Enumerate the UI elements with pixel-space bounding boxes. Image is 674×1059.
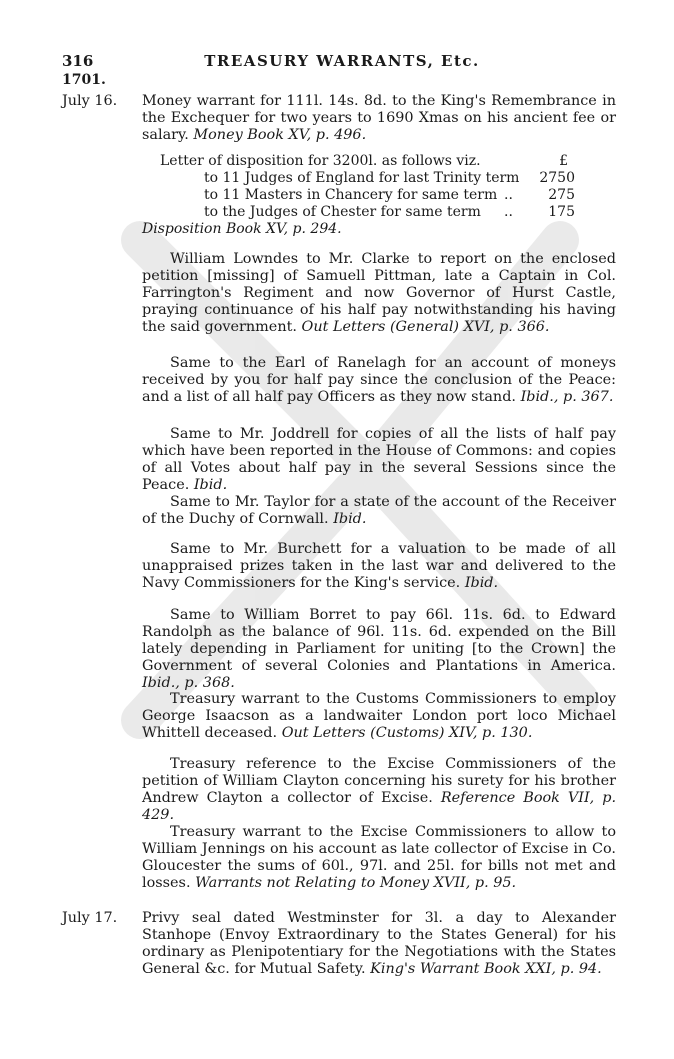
entry-text: Privy seal dated Westminster for 3l. a day to Alexander Stanhope (Envoy Extraordinary to the States General) for his ordinary as Plenipotentiary for the Negotiations with the States General &c. for Mutual Safety. [142,910,616,977]
entry-reference: Out Letters (Customs) XIV, p. 130. [281,725,533,741]
entry-text: Same to Mr. Joddrell for copies of all the lists of half pay which have been reported in the House of Commons: and copies of all Votes about half pay in the several Sessions since the Peace. [142,426,616,493]
entry-paragraph [142,607,616,692]
disposition-ref-row [142,221,616,238]
entry-text: Treasury warrant to the Excise Commissioners to allow to William Jennings on his account as late collector of Excise in Co. Gloucester the sums of 60l., 97l. and 25l. for bills not met and losses. [142,824,616,891]
entry-paragraph [142,93,616,144]
entry-paragraph [142,251,616,336]
page-header [62,50,622,74]
entry-paragraph [142,756,616,824]
entry-reference: Reference Book VII, p. 429. [142,790,617,823]
entry-reference: Ibid. [193,477,228,493]
entry-date: July 17. [62,910,118,926]
disposition-leader: .. [504,204,513,220]
disposition-label: to 11 Masters in Chancery for same term [204,187,498,203]
disposition-amount: 175 [548,204,575,220]
disposition-amount: 2750 [539,170,575,186]
disposition-amount: 275 [548,187,575,203]
currency-symbol: £ [559,153,568,169]
disposition-leader: .. [504,187,513,203]
entry-text: Treasury warrant to the Customs Commissioners to employ George Isaacson as a landwaiter London port loco Michael Whittell deceased. [142,691,616,741]
entry-reference: Ibid., p. 368. [142,675,235,691]
entry-reference: Warrants not Relating to Money XVII, p. 95. [195,875,517,891]
disposition-intro-row [142,153,616,170]
disposition-row [142,187,616,204]
disposition-intro: Letter of disposition for 3200l. as follows viz. [160,153,481,169]
entry-text: Money warrant for 111l. 14s. 8d. to the King's Remembrance in the Exchequer for two years to 1690 Xmas on his ancient fee or salary. [142,93,616,143]
entry-text: Same to Mr. Burchett for a valuation to be made of all unappraised prizes taken in the last war and delivered to the Navy Commissioners for the King's service. [142,541,616,591]
entry-paragraph [142,541,616,592]
entry-reference: Ibid. [464,575,499,591]
disposition-row [142,204,616,221]
entry-date: July 16. [62,93,118,109]
entry-text: Treasury reference to the Excise Commissioners of the petition of William Clayton concerning his surety for his brother Andrew Clayton a collector of Excise. [142,756,616,806]
entry-reference: King's Warrant Book XXI, p. 94. [370,961,602,977]
disposition-block [142,153,616,238]
entry-paragraph [142,824,616,892]
entry-text: Same to Mr. Taylor for a state of the account of the Receiver of the Duchy of Cornwall. [142,494,616,527]
entry-paragraph [142,494,616,528]
disposition-row [142,170,616,187]
disposition-reference: Disposition Book XV, p. 294. [142,221,342,237]
entry-paragraph [142,691,616,742]
running-title: TREASURY WARRANTS, Etc. [204,52,480,70]
entry-paragraph [142,910,616,978]
entry-paragraph [142,426,616,494]
entry-text: Same to William Borret to pay 66l. 11s. 6d. to Edward Randolph as the balance of 96l. 11s. 6d. expended on the Bill lately depending in Parliament for uniting [to the Crown] the Government of several Colonies and Plantations in America. [142,607,616,674]
page-number: 316 [62,52,94,70]
entry-reference: Money Book XV, p. 496. [193,127,367,143]
entry-reference: Out Letters (General) XVI, p. 366. [301,319,550,335]
disposition-label: to 11 Judges of England for last Trinity term [204,170,520,186]
disposition-label: to the Judges of Chester for same term [204,204,481,220]
entry-text: Same to the Earl of Ranelagh for an account of moneys received by you for half pay since the conclusion of the Peace: and a list of all half pay Officers as they now stand. [142,355,616,405]
entry-text: William Lowndes to Mr. Clarke to report on the enclosed petition [missing] of Samuell Pittman, late a Captain in Col. Farrington's Regiment and now Governor of Hurst Castle, praying continuance of his half pay notwithstanding his having the said government. [142,251,616,335]
year-label: 1701. [62,72,106,88]
entry-paragraph [142,355,616,406]
entry-reference: Ibid., p. 367. [520,389,614,405]
entry-reference: Ibid. [333,511,367,527]
